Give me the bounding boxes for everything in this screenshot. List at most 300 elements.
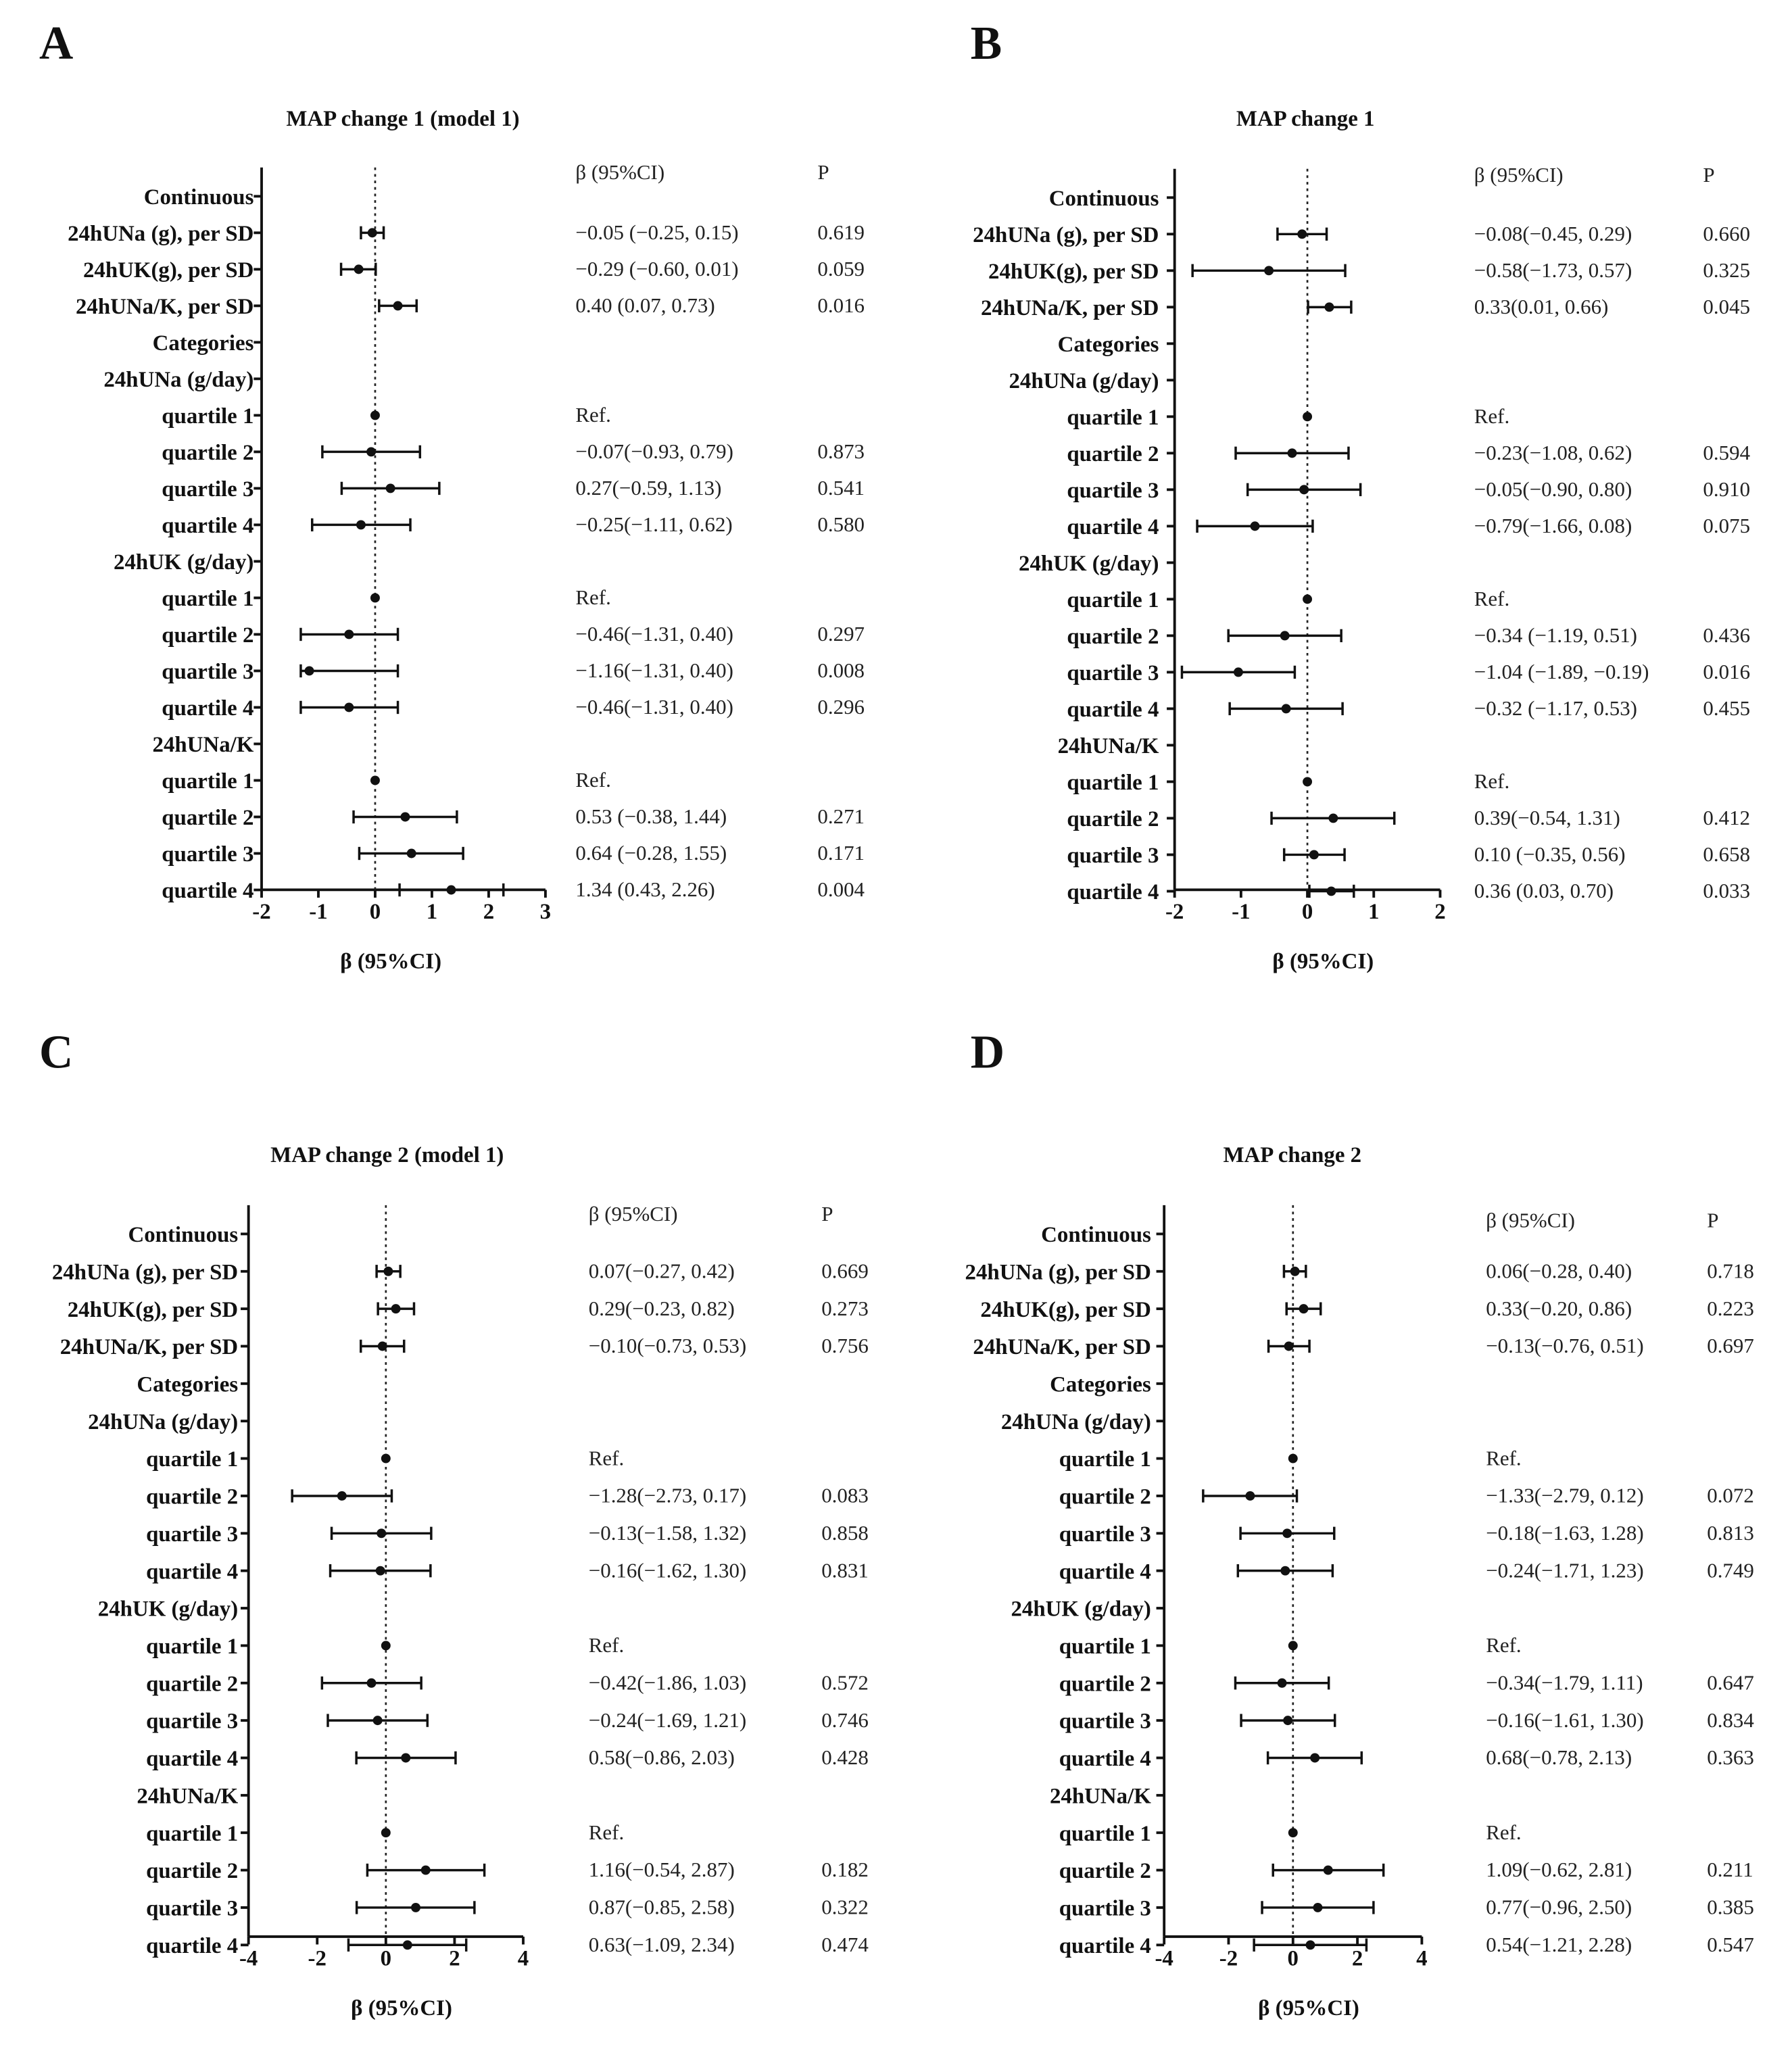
p-value: 0.436 (1703, 623, 1751, 648)
point-estimate (1290, 1267, 1300, 1276)
forest-row (980, 1297, 1753, 1322)
forest-row (52, 1259, 869, 1284)
p-value: 0.182 (821, 1858, 869, 1882)
x-tick-label: 2 (449, 1946, 460, 1971)
p-value: 0.547 (1707, 1932, 1754, 1956)
forest-row (1001, 1410, 1164, 1434)
row-label: quartile 3 (146, 1522, 239, 1547)
point-estimate (1288, 1828, 1298, 1837)
beta-ci-value: 0.53 (−0.38, 1.44) (575, 804, 727, 829)
x-tick-label: -2 (1165, 899, 1184, 924)
point-estimate (354, 264, 364, 274)
forest-row (162, 622, 865, 648)
forest-row (137, 1784, 248, 1808)
forest-row (153, 733, 262, 757)
p-value: 0.834 (1707, 1708, 1754, 1732)
row-label: 24hUNa (g/day) (103, 368, 254, 393)
point-estimate (1282, 704, 1291, 713)
row-label: quartile 2 (1059, 1672, 1151, 1697)
point-estimate (378, 1342, 387, 1351)
beta-ci-value: 0.64 (−0.28, 1.55) (575, 841, 727, 865)
p-value: 0.594 (1703, 441, 1751, 465)
x-tick-label: -1 (1232, 899, 1251, 924)
point-estimate (1264, 266, 1274, 275)
beta-ci-value: 0.54(−1.21, 2.28) (1486, 1932, 1632, 1956)
forest-row (146, 1708, 869, 1734)
beta-ci-value: −0.79(−1.66, 0.08) (1474, 514, 1632, 538)
row-label: quartile 1 (162, 769, 254, 794)
row-label: 24hUNa/K, per SD (59, 1335, 239, 1360)
row-label: quartile 2 (162, 441, 254, 466)
forest-row (1050, 1372, 1164, 1397)
point-estimate (381, 1454, 391, 1463)
forest-row (144, 185, 262, 210)
p-value: 0.572 (821, 1670, 869, 1695)
row-label: Categories (1050, 1372, 1151, 1397)
forest-row (162, 768, 611, 794)
row-label: quartile 2 (146, 1859, 239, 1884)
beta-ci-value: −0.07(−0.93, 0.79) (575, 439, 733, 464)
row-label: 24hUNa/K (1050, 1784, 1151, 1809)
x-tick-label: 0 (369, 899, 381, 924)
beta-ci-value: Ref. (588, 1633, 625, 1657)
beta-ci-value: −0.16(−1.61, 1.30) (1486, 1708, 1644, 1732)
beta-ci-value: −0.58(−1.73, 0.57) (1474, 258, 1632, 282)
x-tick-label: 0 (380, 1946, 392, 1971)
row-label: quartile 4 (1067, 698, 1159, 723)
forest-row (83, 257, 865, 283)
beta-column-header: β (95%CI) (1474, 163, 1564, 187)
row-label: quartile 4 (1059, 1559, 1151, 1584)
p-value: 0.455 (1703, 696, 1751, 721)
row-label: quartile 1 (1067, 771, 1159, 796)
beta-ci-value: 0.40 (0.07, 0.73) (575, 293, 715, 318)
p-value: 0.541 (817, 476, 865, 500)
p-value: 0.016 (817, 293, 865, 318)
forest-row (1041, 1223, 1164, 1247)
beta-ci-value: −0.18(−1.63, 1.28) (1486, 1520, 1644, 1545)
row-label: 24hUNa/K (1057, 734, 1159, 759)
forest-row (162, 512, 865, 538)
panel-letter: C (39, 1026, 74, 1079)
beta-ci-value: −1.16(−1.31, 0.40) (575, 658, 733, 683)
p-column-header: P (821, 1202, 833, 1226)
row-label: quartile 1 (162, 404, 254, 429)
forest-row (146, 1858, 869, 1883)
x-tick-label: 1 (426, 899, 438, 924)
p-value: 0.363 (1707, 1745, 1754, 1770)
point-estimate (1309, 850, 1319, 859)
row-label: Categories (1057, 332, 1159, 357)
point-estimate (401, 1753, 410, 1763)
forest-row (1058, 333, 1175, 357)
row-label: 24hUNa (g/day) (1009, 368, 1159, 393)
p-column-header: P (817, 160, 829, 185)
point-estimate (1313, 1903, 1323, 1912)
point-estimate (411, 1903, 420, 1912)
row-label: 24hUNa/K (152, 733, 254, 758)
p-value: 0.669 (821, 1259, 869, 1283)
forest-row (1059, 1820, 1522, 1846)
row-label: 24hUNa (g/day) (1000, 1409, 1151, 1434)
row-label: quartile 3 (146, 1709, 239, 1734)
x-tick-label: -2 (1219, 1946, 1238, 1971)
p-column-header: P (1703, 163, 1715, 187)
row-label: 24hUK (g/day) (1011, 1597, 1151, 1622)
row-label: quartile 4 (1067, 880, 1159, 905)
beta-ci-value: −0.42(−1.86, 1.03) (588, 1670, 747, 1695)
forest-row (146, 1670, 869, 1696)
forest-row (1009, 369, 1174, 393)
beta-column-header: β (95%CI) (575, 160, 665, 185)
point-estimate (1303, 412, 1312, 421)
x-tick-label: -2 (308, 1946, 326, 1971)
forest-row (1050, 1784, 1164, 1808)
point-estimate (403, 1940, 412, 1950)
forest-row (68, 220, 865, 246)
point-estimate (1299, 485, 1309, 494)
point-estimate (407, 849, 416, 858)
forest-row (1067, 660, 1750, 685)
p-value: 0.072 (1707, 1483, 1754, 1507)
forest-row (1011, 1597, 1164, 1622)
beta-ci-value: −0.08(−0.45, 0.29) (1474, 221, 1632, 245)
point-estimate (1288, 1641, 1298, 1650)
beta-ci-value: −1.04 (−1.89, −0.19) (1474, 660, 1649, 684)
row-label: quartile 3 (146, 1896, 239, 1921)
beta-ci-value: −1.28(−2.73, 0.17) (588, 1483, 747, 1507)
forest-row (1067, 514, 1750, 539)
forest-row (146, 1521, 869, 1547)
p-value: 0.873 (817, 439, 865, 464)
row-label: quartile 2 (1059, 1859, 1151, 1884)
row-label: quartile 3 (1067, 661, 1159, 686)
beta-ci-value: −0.13(−0.76, 0.51) (1486, 1334, 1644, 1358)
row-label: quartile 3 (1059, 1896, 1151, 1921)
row-label: Continuous (1048, 186, 1159, 211)
panel-title: MAP change 2 (1223, 1142, 1362, 1167)
beta-ci-value: −0.25(−1.11, 0.62) (575, 512, 733, 537)
point-estimate (1310, 1753, 1319, 1763)
row-label: Categories (152, 331, 254, 356)
row-label: Continuous (143, 185, 254, 210)
point-estimate (1326, 886, 1336, 896)
beta-ci-value: 0.33(−0.20, 0.86) (1486, 1296, 1632, 1320)
row-label: Continuous (1041, 1223, 1151, 1248)
beta-ci-value: 0.58(−0.86, 2.03) (588, 1745, 735, 1770)
beta-ci-value: Ref. (1486, 1446, 1522, 1470)
row-label: quartile 4 (162, 696, 254, 721)
panel-c (39, 1027, 869, 2020)
p-value: 0.059 (817, 257, 865, 281)
x-tick-label: -1 (309, 899, 328, 924)
x-axis-label: β (95%CI) (351, 1996, 452, 2021)
beta-ci-value: −0.34(−1.79, 1.11) (1486, 1670, 1643, 1695)
panel-b (971, 18, 1750, 973)
p-value: 0.008 (817, 658, 865, 683)
p-value: 0.412 (1703, 806, 1751, 830)
forest-row (162, 585, 611, 611)
row-label: 24hUNa/K, per SD (973, 1335, 1151, 1360)
x-tick-label: 2 (1351, 1946, 1363, 1971)
row-label: 24hUNa (g), per SD (51, 1260, 239, 1285)
x-tick-label: -2 (252, 899, 271, 924)
beta-ci-value: −0.46(−1.31, 0.40) (575, 695, 733, 719)
p-value: 0.016 (1703, 660, 1751, 684)
forest-row (973, 1334, 1753, 1359)
row-label: 24hUK(g), per SD (980, 1297, 1151, 1322)
forest-row (1019, 552, 1175, 576)
beta-ci-value: 1.16(−0.54, 2.87) (588, 1858, 735, 1882)
beta-column-header: β (95%CI) (588, 1202, 678, 1226)
row-label: 24hUNa (g), per SD (973, 222, 1159, 247)
p-value: 0.033 (1703, 879, 1751, 903)
row-label: quartile 3 (1059, 1709, 1151, 1734)
point-estimate (1324, 1866, 1333, 1875)
p-value: 0.474 (821, 1932, 869, 1956)
p-value: 0.660 (1703, 221, 1751, 245)
point-estimate (401, 813, 410, 822)
row-label: quartile 1 (1059, 1635, 1151, 1660)
beta-ci-value: −0.13(−1.58, 1.32) (588, 1520, 747, 1545)
point-estimate (1283, 1716, 1292, 1725)
beta-ci-value: −0.16(−1.62, 1.30) (588, 1558, 747, 1582)
row-label: quartile 1 (146, 1635, 239, 1660)
beta-ci-value: −0.32 (−1.17, 0.53) (1474, 696, 1637, 721)
x-tick-label: 3 (539, 899, 552, 924)
x-tick-label: 2 (1434, 899, 1446, 924)
beta-ci-value: 1.34 (0.43, 2.26) (575, 877, 715, 902)
beta-ci-value: Ref. (588, 1446, 625, 1470)
panel-letter: A (39, 18, 74, 70)
p-value: 0.211 (1707, 1858, 1753, 1882)
beta-ci-value: Ref. (575, 768, 611, 792)
beta-ci-value: 0.29(−0.23, 0.82) (588, 1296, 735, 1320)
p-value: 0.296 (817, 695, 865, 719)
forest-row (973, 222, 1750, 247)
p-value: 0.325 (1703, 258, 1751, 282)
row-label: quartile 1 (146, 1821, 239, 1846)
panel-letter: B (970, 18, 1002, 70)
point-estimate (1280, 1566, 1290, 1576)
beta-ci-value: 0.06(−0.28, 0.40) (1486, 1259, 1632, 1283)
beta-ci-value: Ref. (1474, 404, 1510, 429)
row-label: quartile 1 (1059, 1447, 1151, 1472)
p-value: 0.075 (1703, 514, 1751, 538)
point-estimate (356, 520, 366, 529)
panel-letter: D (970, 1026, 1005, 1079)
point-estimate (1299, 1304, 1309, 1313)
p-value: 0.428 (821, 1745, 869, 1770)
row-label: quartile 1 (1067, 405, 1159, 430)
row-label: quartile 2 (162, 623, 254, 648)
beta-ci-value: Ref. (1486, 1633, 1522, 1657)
x-tick-label: 0 (1301, 899, 1313, 924)
point-estimate (1284, 1342, 1294, 1351)
point-estimate (391, 1304, 401, 1313)
forest-row (1067, 404, 1509, 430)
p-column-header: P (1707, 1208, 1719, 1232)
forest-row (68, 1297, 869, 1322)
point-estimate (1282, 1528, 1292, 1538)
row-label: quartile 2 (1067, 624, 1159, 650)
point-estimate (370, 593, 380, 602)
row-label: 24hUK (g/day) (114, 550, 254, 575)
panel-a (39, 18, 865, 973)
panel-title: MAP change 1 (model 1) (286, 106, 520, 131)
row-label: quartile 2 (1067, 441, 1159, 466)
row-label: 24hUNa (g/day) (88, 1409, 239, 1434)
forest-row (1067, 623, 1750, 649)
point-estimate (1306, 1940, 1315, 1950)
forest-row (162, 439, 865, 465)
point-estimate (421, 1866, 431, 1875)
row-label: quartile 4 (162, 514, 254, 539)
forest-row (162, 695, 865, 721)
point-estimate (373, 1716, 383, 1725)
x-tick-label: 0 (1287, 1946, 1299, 1971)
row-label: quartile 3 (162, 477, 254, 502)
p-value: 0.271 (817, 804, 865, 829)
row-label: Categories (137, 1372, 239, 1397)
beta-ci-value: −0.05(−0.90, 0.80) (1474, 477, 1632, 502)
p-value: 0.619 (817, 220, 865, 245)
forest-row (981, 295, 1750, 320)
beta-ci-value: 0.68(−0.78, 2.13) (1486, 1745, 1632, 1770)
beta-ci-value: 0.07(−0.27, 0.42) (588, 1259, 735, 1283)
row-label: quartile 2 (1067, 807, 1159, 832)
p-value: 0.749 (1707, 1558, 1754, 1582)
point-estimate (376, 1566, 385, 1576)
point-estimate (344, 702, 354, 712)
forest-row (1067, 587, 1509, 612)
point-estimate (366, 447, 376, 456)
row-label: quartile 4 (1059, 1933, 1151, 1958)
point-estimate (368, 228, 377, 237)
forest-row (146, 1558, 869, 1584)
forest-row (1067, 477, 1750, 503)
row-label: 24hUNa (g), per SD (965, 1260, 1151, 1285)
p-value: 0.322 (821, 1895, 869, 1919)
p-value: 0.273 (821, 1296, 869, 1320)
x-tick-label: 1 (1368, 899, 1380, 924)
x-axis-label: β (95%CI) (340, 949, 442, 974)
point-estimate (383, 1267, 393, 1276)
point-estimate (1325, 302, 1334, 312)
beta-ci-value: 1.09(−0.62, 2.81) (1486, 1858, 1632, 1882)
row-label: 24hUNa/K, per SD (981, 295, 1159, 320)
beta-ci-value: Ref. (1474, 769, 1510, 794)
forest-row (1067, 806, 1750, 831)
row-label: quartile 3 (1067, 478, 1159, 503)
row-label: quartile 4 (1059, 1747, 1151, 1772)
panel-d (965, 1027, 1754, 2020)
forest-row (988, 258, 1750, 284)
forest-row (60, 1334, 869, 1359)
p-value: 0.045 (1703, 294, 1751, 319)
p-value: 0.171 (817, 841, 865, 865)
p-value: 0.831 (821, 1558, 869, 1582)
forest-row (146, 1745, 869, 1771)
row-label: 24hUK (g/day) (1019, 551, 1159, 576)
row-label: quartile 4 (146, 1747, 239, 1772)
point-estimate (305, 666, 314, 675)
p-value: 0.813 (1707, 1520, 1754, 1545)
row-label: 24hUNa/K, per SD (75, 294, 254, 320)
beta-ci-value: 0.39(−0.54, 1.31) (1474, 806, 1620, 830)
point-estimate (393, 301, 403, 310)
row-label: quartile 4 (146, 1933, 239, 1958)
p-value: 0.004 (817, 877, 865, 902)
point-estimate (1288, 1454, 1298, 1463)
point-estimate (1280, 631, 1290, 640)
beta-ci-value: 0.27(−0.59, 1.13) (575, 476, 722, 500)
row-label: quartile 1 (1059, 1821, 1151, 1846)
x-axis-label: β (95%CI) (1258, 1996, 1359, 2021)
x-tick-label: -4 (1155, 1946, 1173, 1971)
p-value: 0.858 (821, 1520, 869, 1545)
point-estimate (1303, 594, 1312, 604)
p-value: 0.658 (1703, 842, 1751, 867)
beta-ci-value: −0.23(−1.08, 0.62) (1474, 441, 1632, 465)
forest-row (76, 293, 865, 319)
forest-row (162, 804, 865, 830)
beta-ci-value: Ref. (588, 1820, 625, 1844)
row-label: quartile 1 (1067, 587, 1159, 612)
point-estimate (1234, 667, 1243, 677)
row-label: quartile 2 (162, 806, 254, 831)
row-label: 24hUNa/K (137, 1784, 239, 1809)
forest-row (1067, 696, 1750, 722)
point-estimate (1251, 521, 1260, 531)
beta-ci-value: Ref. (575, 585, 611, 610)
beta-ci-value: −0.24(−1.71, 1.23) (1486, 1558, 1644, 1582)
x-tick-label: -4 (239, 1946, 258, 1971)
forest-row (146, 1484, 869, 1509)
row-label: 24hUK (g/day) (97, 1597, 239, 1622)
forest-row (1067, 842, 1750, 868)
forest-row (103, 368, 262, 392)
beta-ci-value: −0.05 (−0.25, 0.15) (575, 220, 739, 245)
panel-title: MAP change 1 (1236, 106, 1375, 131)
beta-ci-value: 0.63(−1.09, 2.34) (588, 1932, 735, 1956)
beta-ci-value: −0.29 (−0.60, 0.01) (575, 257, 739, 281)
row-label: quartile 3 (1059, 1522, 1151, 1547)
row-label: quartile 4 (162, 879, 254, 904)
point-estimate (377, 1528, 386, 1538)
beta-ci-value: 0.87(−0.85, 2.58) (588, 1895, 735, 1919)
beta-ci-value: Ref. (1474, 587, 1510, 611)
beta-ci-value: 0.77(−0.96, 2.50) (1486, 1895, 1632, 1919)
p-value: 0.746 (821, 1708, 869, 1732)
forest-row (88, 1410, 248, 1434)
forest-row (128, 1223, 249, 1247)
forest-row (1059, 1633, 1522, 1659)
row-label: 24hUK(g), per SD (82, 258, 254, 283)
row-label: quartile 4 (1067, 514, 1159, 539)
beta-ci-value: −1.33(−2.79, 0.12) (1486, 1483, 1644, 1507)
row-label: quartile 3 (162, 842, 254, 867)
row-label: quartile 3 (162, 660, 254, 685)
point-estimate (1297, 229, 1307, 239)
forest-row (162, 841, 865, 867)
row-label: 24hUK(g), per SD (988, 259, 1159, 284)
point-estimate (337, 1491, 347, 1501)
forest-row (162, 476, 865, 502)
forest-row (965, 1259, 1754, 1284)
row-label: Continuous (128, 1223, 239, 1248)
row-label: quartile 1 (162, 587, 254, 612)
